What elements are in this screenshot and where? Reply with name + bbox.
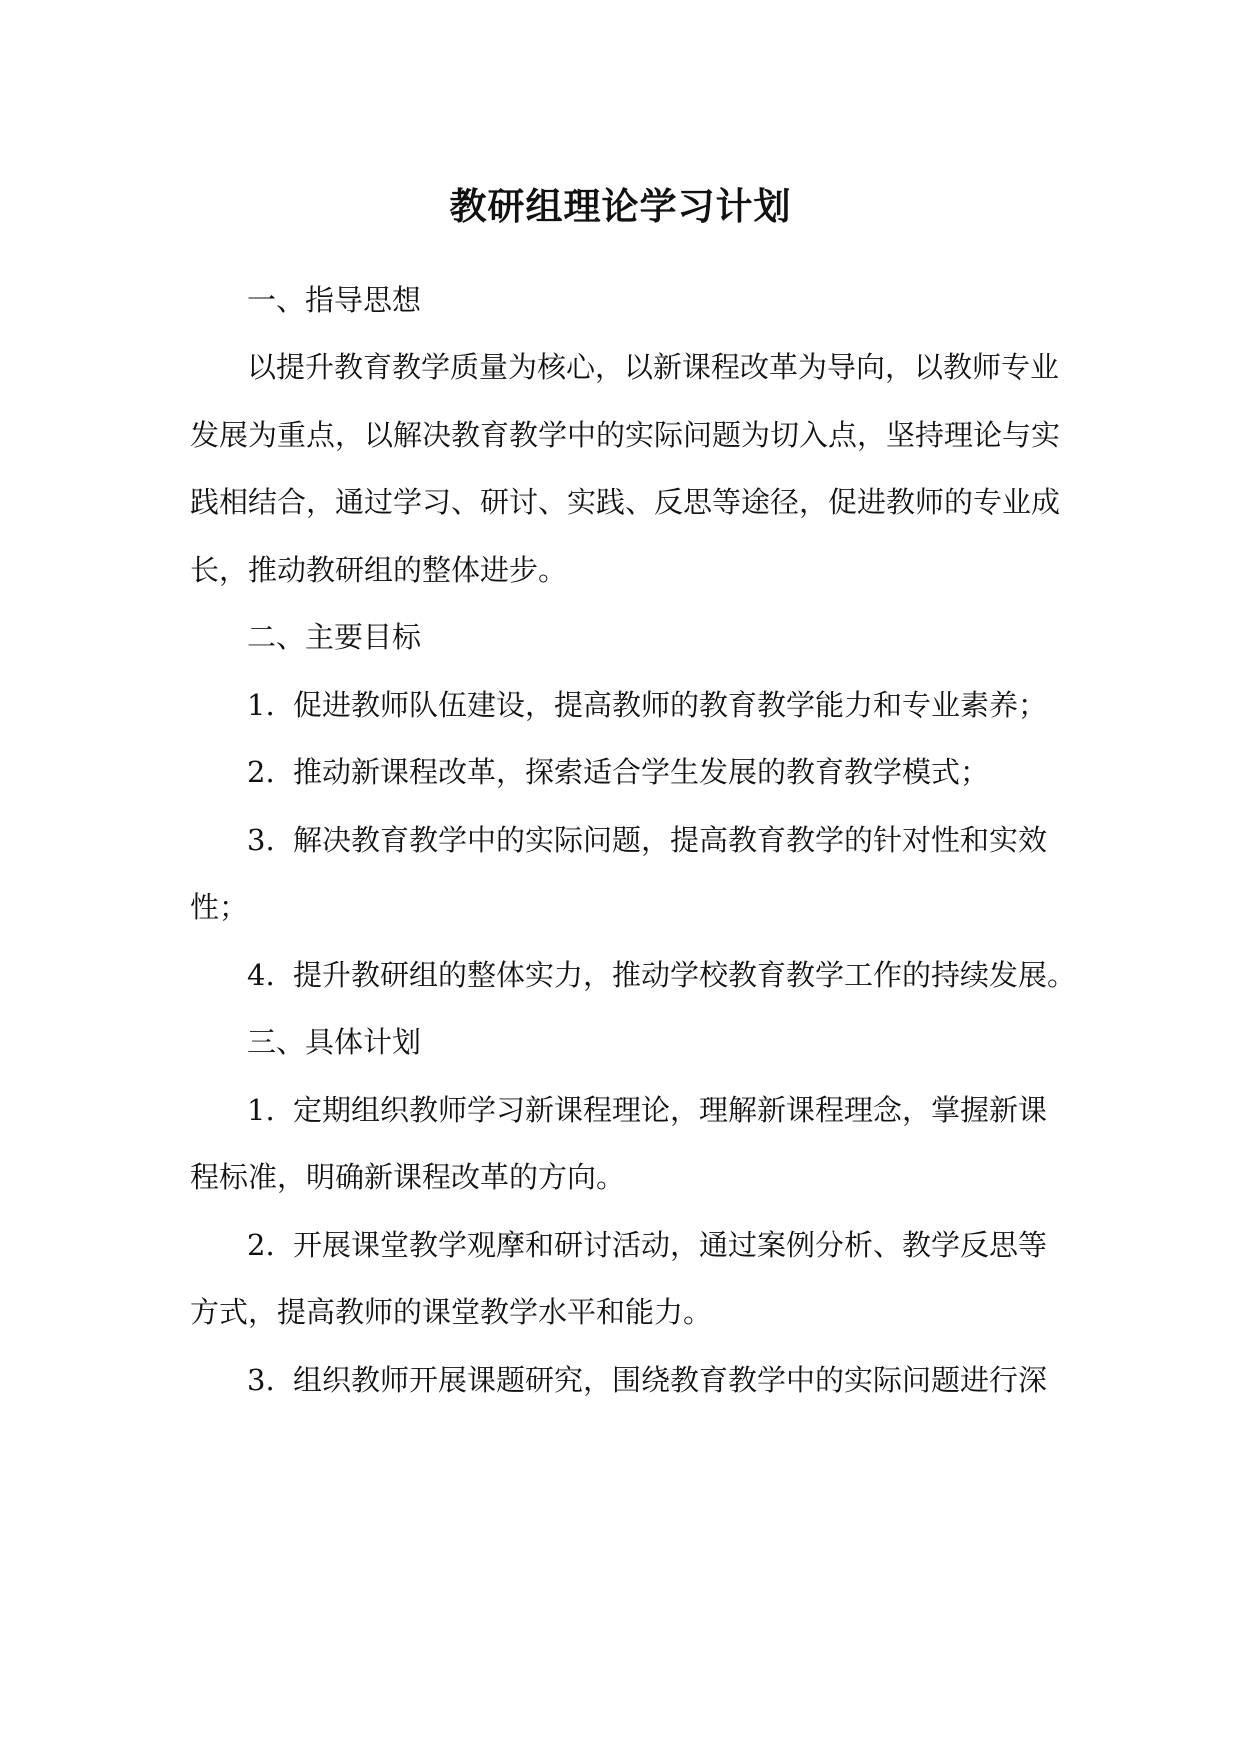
list-item-text: 提升教研组的整体实力，推动学校教育教学工作的持续发展。 [293, 958, 1077, 992]
section-heading-specific-plan: 三、具体计划 [247, 1025, 422, 1059]
paragraph-line: 长，推动教研组的整体进步。 [190, 553, 568, 587]
section-heading-main-goals: 二、主要目标 [247, 620, 422, 654]
list-item-continuation: 方式，提高教师的课堂教学水平和能力。 [190, 1295, 713, 1329]
list-item-text: 促进教师队伍建设，提高教师的教育教学能力和专业素养； [293, 688, 1048, 722]
paragraph-line: 以提升教育教学质量为核心，以新课程改革为导向，以教师专业 [247, 350, 1060, 384]
list-item [247, 819, 1047, 861]
document-title: 教研组理论学习计划 [449, 184, 792, 228]
list-item-text: 定期组织教师学习新课程理论，理解新课程理念，掌握新课 [293, 1093, 1048, 1127]
list-item-number: 1. [247, 1093, 275, 1127]
list-item-number: 1. [247, 688, 275, 722]
list-item [247, 684, 1047, 726]
list-item-text: 推动新课程改革，探索适合学生发展的教育教学模式； [293, 755, 990, 789]
list-item [247, 1359, 1047, 1401]
list-item-number: 4. [247, 958, 275, 992]
list-item-number: 3. [247, 1363, 275, 1397]
list-item [247, 1224, 1047, 1266]
list-item-number: 2. [247, 1228, 275, 1262]
list-item [247, 1089, 1047, 1131]
list-item [247, 751, 989, 793]
list-item-text: 组织教师开展课题研究，围绕教育教学中的实际问题进行深 [293, 1363, 1048, 1397]
paragraph-line: 践相结合，通过学习、研讨、实践、反思等途径，促进教师的专业成 [190, 485, 1061, 519]
list-item-number: 2. [247, 755, 275, 789]
list-item [247, 954, 1076, 996]
list-item-number: 3. [247, 823, 275, 857]
list-item-continuation: 性； [190, 890, 249, 924]
list-item-text: 开展课堂教学观摩和研讨活动，通过案例分析、教学反思等 [293, 1228, 1048, 1262]
list-item-text: 解决教育教学中的实际问题，提高教育教学的针对性和实效 [293, 823, 1048, 857]
paragraph-line: 发展为重点，以解决教育教学中的实际问题为切入点，坚持理论与实 [190, 418, 1061, 452]
list-item-continuation: 程标准，明确新课程改革的方向。 [190, 1160, 626, 1194]
section-heading-guiding-ideology: 一、指导思想 [247, 283, 422, 317]
